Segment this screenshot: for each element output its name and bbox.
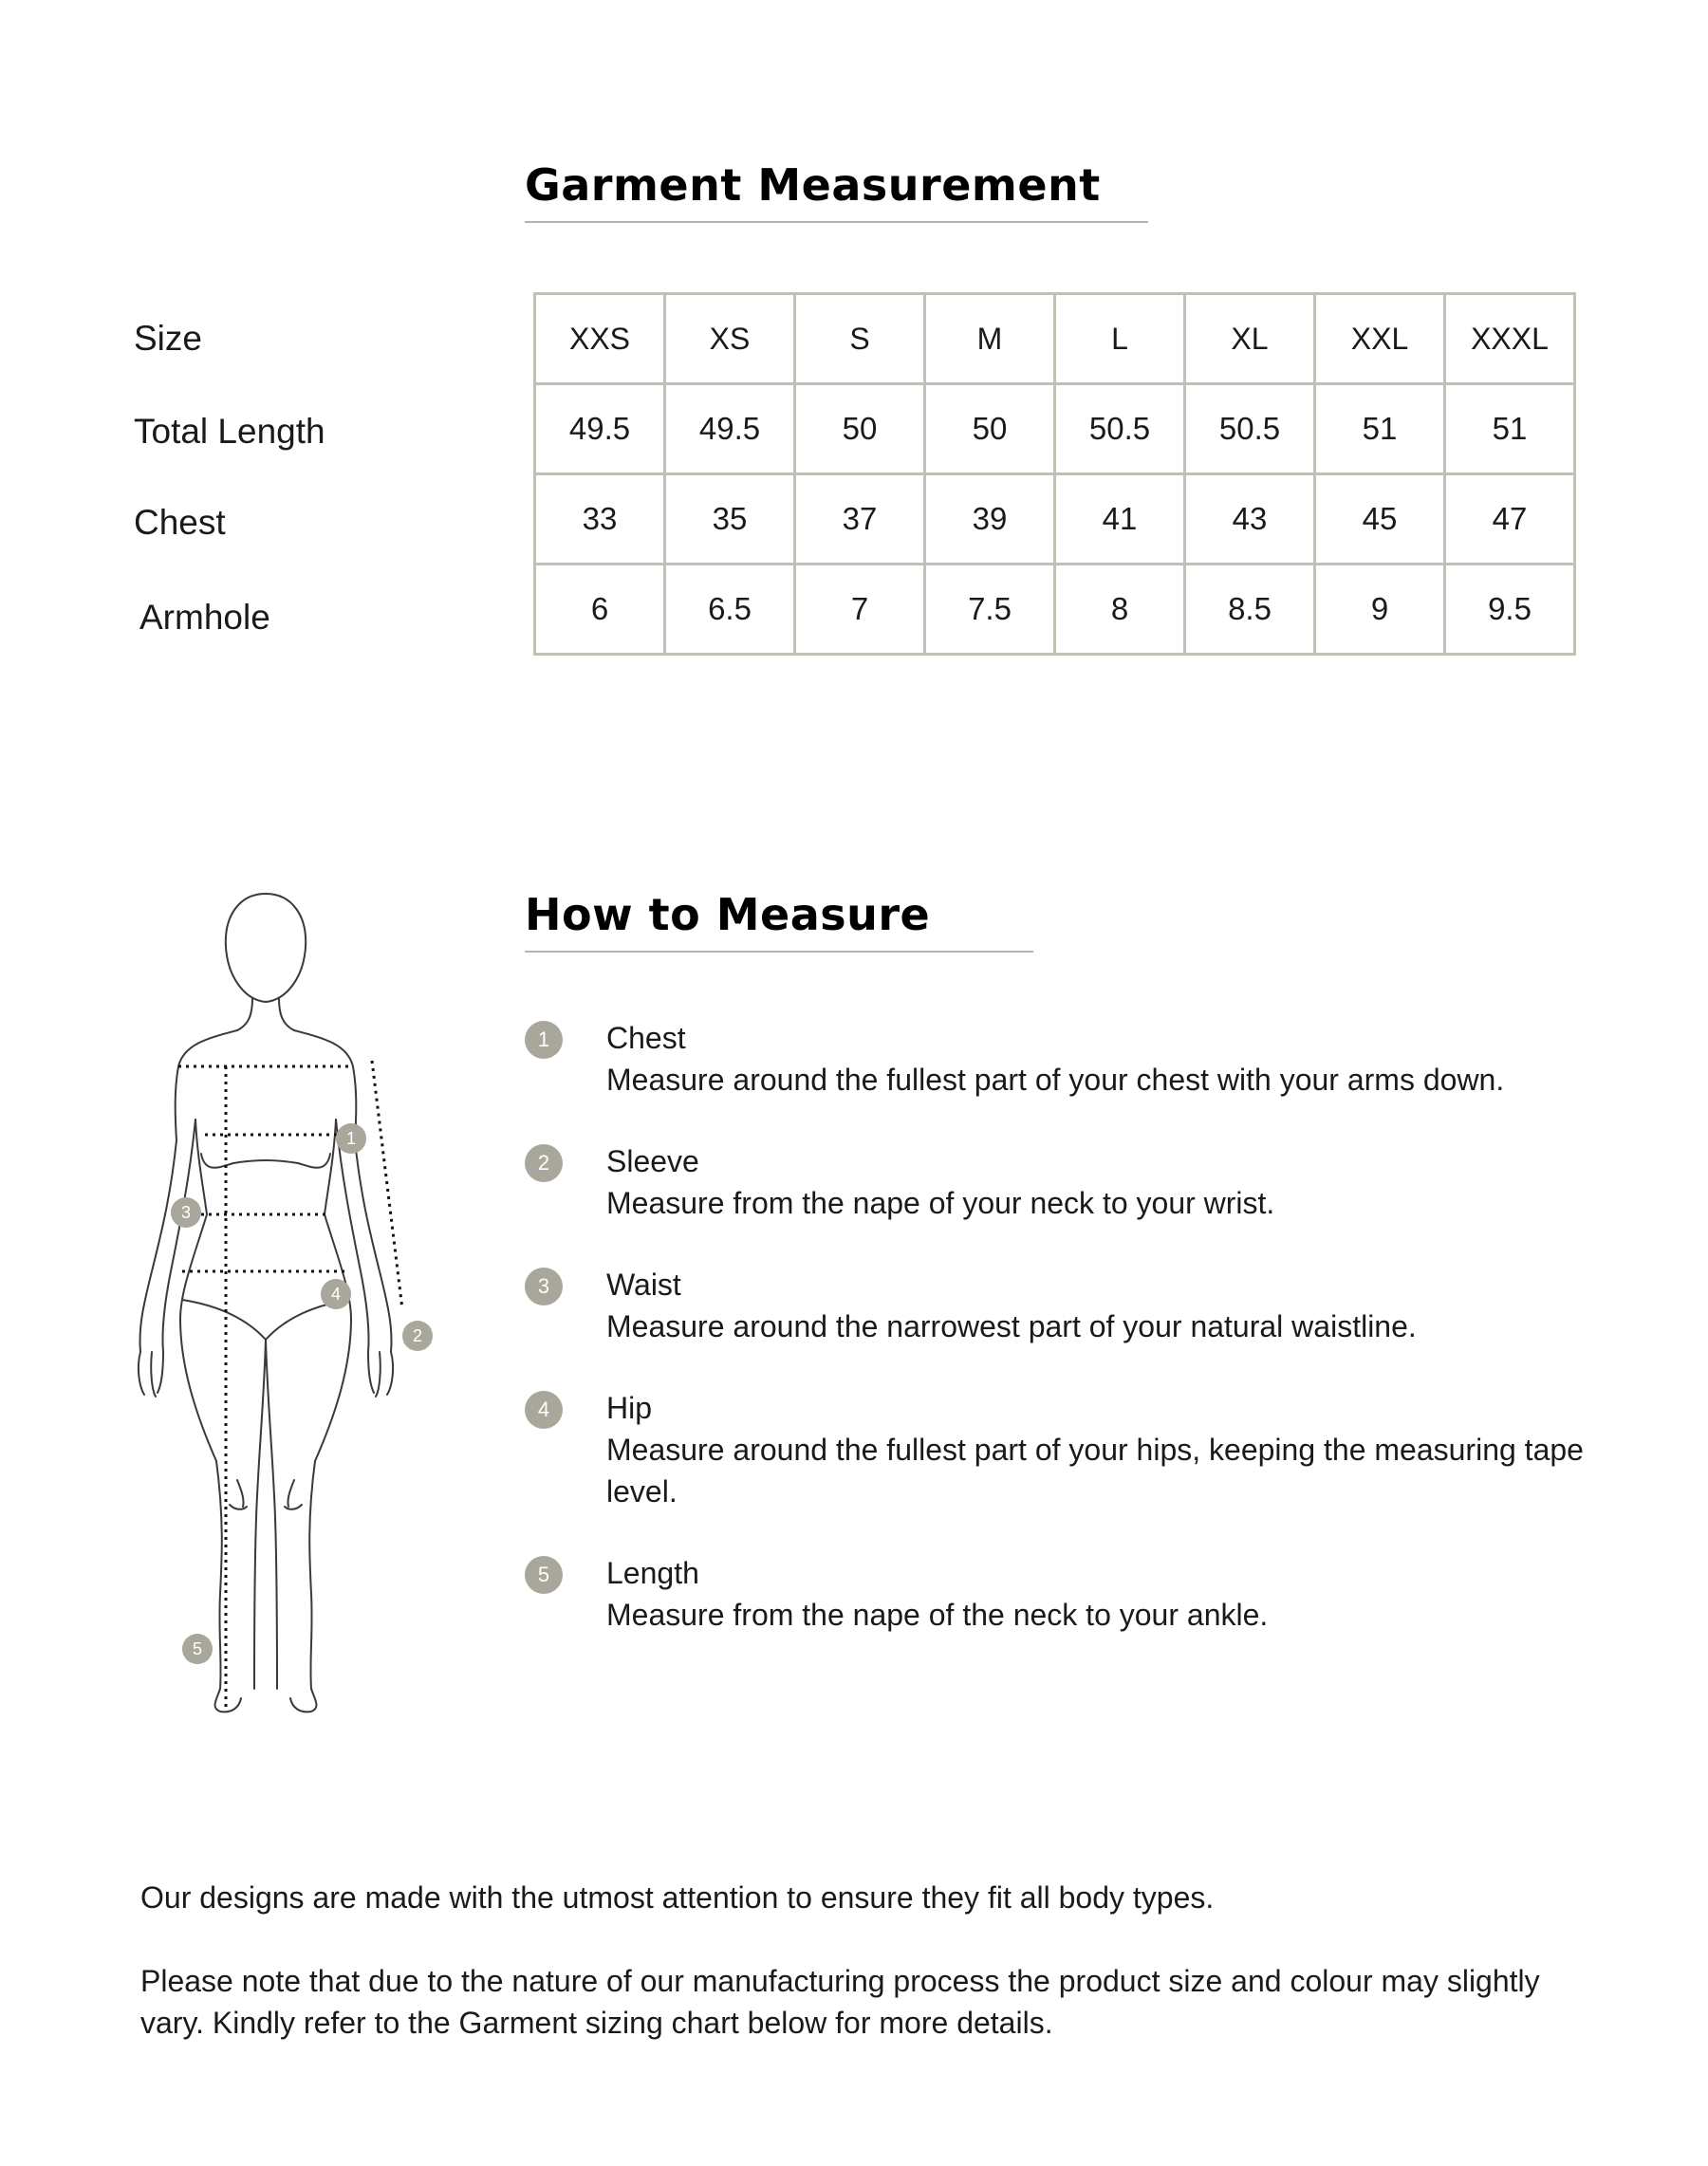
step-description: Measure around the fullest part of your hips, keeping the measuring tape level.: [606, 1433, 1584, 1509]
table-cell: 50.5: [1185, 384, 1315, 474]
svg-text:4: 4: [330, 1285, 342, 1304]
size-cell: XXXL: [1445, 294, 1575, 384]
table-cell: 47: [1445, 474, 1575, 565]
table-row-sizes: [535, 294, 1575, 384]
marker-length: [182, 1634, 213, 1664]
table-cell: 7.5: [925, 565, 1055, 655]
size-cell: XL: [1185, 294, 1315, 384]
marker-sleeve: [402, 1321, 433, 1351]
size-cell: S: [795, 294, 925, 384]
table-cell: 45: [1315, 474, 1445, 565]
step-title: Waist: [606, 1268, 681, 1302]
svg-text:5: 5: [192, 1639, 203, 1658]
table-cell: 50.5: [1055, 384, 1185, 474]
table-row-armhole: [535, 565, 1575, 655]
step-number-badge: 5: [525, 1556, 563, 1594]
table-cell: 33: [535, 474, 665, 565]
step-title: Length: [606, 1556, 699, 1590]
table-cell: 37: [795, 474, 925, 565]
step-title: Sleeve: [606, 1144, 699, 1178]
step-description: Measure around the narrowest part of your natural waistline.: [606, 1309, 1417, 1343]
note-variation: Please note that due to the nature of our manufacturing process the product size and colour may slightly vary. Kindly refer to the Garment sizing chart below for more details.: [140, 1964, 1540, 2040]
step-number-badge: 3: [525, 1268, 563, 1305]
marker-chest: [336, 1123, 366, 1154]
size-cell: XXS: [535, 294, 665, 384]
how-to-measure-heading: How to Measure: [525, 889, 931, 940]
table-cell: 50: [795, 384, 925, 474]
table-cell: 9: [1315, 565, 1445, 655]
table-cell: 7: [795, 565, 925, 655]
step-title: Hip: [606, 1391, 653, 1425]
size-cell: M: [925, 294, 1055, 384]
table-cell: 6.5: [665, 565, 795, 655]
table-cell: 8: [1055, 565, 1185, 655]
step-number-badge: 2: [525, 1144, 563, 1182]
svg-text:3: 3: [180, 1203, 192, 1222]
table-cell: 51: [1445, 384, 1575, 474]
step-description: Measure from the nape of the neck to your ankle.: [606, 1598, 1269, 1632]
table-cell: 51: [1315, 384, 1445, 474]
size-cell: XXL: [1315, 294, 1445, 384]
step-number-badge: 1: [525, 1021, 563, 1059]
step-title: Chest: [606, 1021, 686, 1055]
size-cell: L: [1055, 294, 1185, 384]
table-cell: 49.5: [665, 384, 795, 474]
table-cell: 43: [1185, 474, 1315, 565]
table-cell: 39: [925, 474, 1055, 565]
row-label-total-length: Total Length: [134, 412, 325, 451]
step-description: Measure from the nape of your neck to your wrist.: [606, 1186, 1275, 1220]
table-cell: 6: [535, 565, 665, 655]
row-label-size: Size: [134, 319, 202, 358]
marker-waist: [171, 1197, 201, 1228]
table-cell: 8.5: [1185, 565, 1315, 655]
table-cell: 9.5: [1445, 565, 1575, 655]
table-cell: 35: [665, 474, 795, 565]
garment-heading-rule: [525, 221, 1148, 223]
step-number-badge: 4: [525, 1391, 563, 1429]
step-description: Measure around the fullest part of your chest with your arms down.: [606, 1063, 1505, 1097]
table-cell: 41: [1055, 474, 1185, 565]
table-cell: 49.5: [535, 384, 665, 474]
note-design: Our designs are made with the utmost attention to ensure they fit all body types.: [140, 1880, 1215, 1915]
row-label-chest: Chest: [134, 503, 226, 542]
size-table: [533, 292, 1576, 656]
size-cell: XS: [665, 294, 795, 384]
table-cell: 50: [925, 384, 1055, 474]
svg-text:2: 2: [412, 1326, 423, 1345]
table-row-chest: [535, 474, 1575, 565]
body-measurement-figure: [114, 873, 455, 1727]
how-to-measure-rule: [525, 951, 1033, 953]
marker-hip: [321, 1279, 351, 1309]
garment-heading: Garment Measurement: [525, 159, 1101, 211]
table-row-total-length: [535, 384, 1575, 474]
svg-text:1: 1: [345, 1129, 357, 1148]
row-label-armhole: Armhole: [139, 598, 270, 637]
